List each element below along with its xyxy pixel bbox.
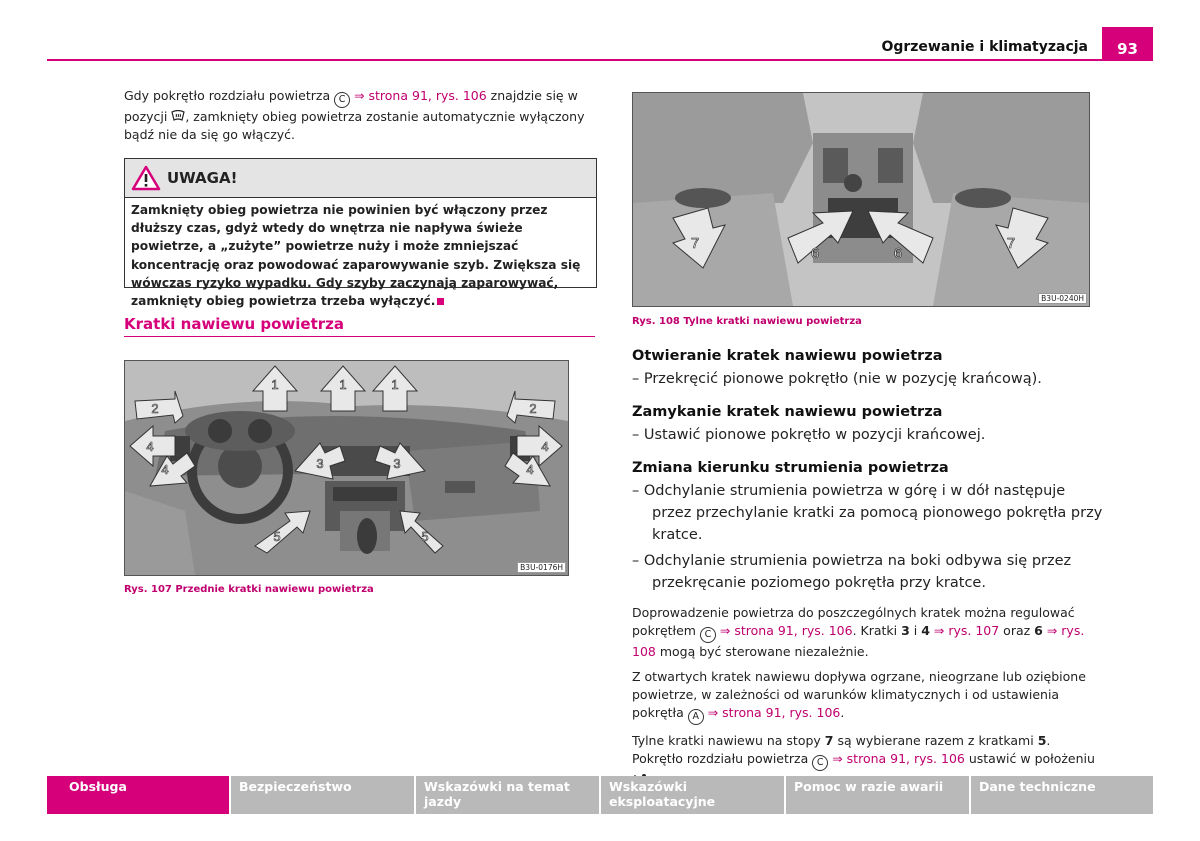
arrow-label: 4: [161, 462, 169, 477]
link-page-91[interactable]: ⇒ strona 91, rys. 106: [828, 751, 965, 766]
paragraph-temperature: [632, 668, 1104, 725]
figure-code: B3U-0240H: [1038, 293, 1087, 304]
instruction-open: – Przekręcić pionowe pokrętło (nie w pozycję krańcową).: [632, 371, 1042, 387]
text: .: [840, 705, 845, 720]
heading-open-vents: Otwieranie kratek nawiewu powietrza: [632, 348, 943, 364]
intro-paragraph: [124, 87, 596, 144]
arrow-label: 4: [541, 439, 549, 454]
figure-108-rear-vents: [632, 92, 1090, 307]
knob-c-symbol: C: [812, 755, 828, 771]
link-page-91[interactable]: ⇒ strona 91, rys. 106: [703, 705, 841, 720]
end-marker-icon: [437, 298, 444, 305]
heading-airflow-direction: Zmiana kierunku strumienia powietrza: [632, 460, 949, 476]
section-title-vents: Kratki nawiewu powietrza: [124, 315, 345, 333]
arrow-label: 6: [810, 245, 820, 262]
warning-header: [125, 159, 596, 198]
text: Tylne kratki nawiewu na stopy: [632, 733, 825, 748]
tab-obsluga[interactable]: Obsługa: [47, 776, 229, 814]
vent-number: 5: [1037, 733, 1047, 748]
knob-c-symbol: C: [334, 92, 350, 108]
tab-wskazowki-jazdy[interactable]: Wskazówki na temat jazdy: [416, 776, 599, 814]
text: oraz: [999, 623, 1035, 638]
rear-vents-illustration: [633, 93, 1089, 306]
vent-number: 7: [824, 733, 834, 748]
arrow-label: 7: [1006, 235, 1016, 252]
warning-text: Zamknięty obieg powietrza nie powinien być włączony przez dłuższy czas, gdyż wtedy do wnętrza nie napływa świeże powietrze, a „zużyte” powietrze nuży i może zmniejszać koncentrację oraz powodować zaparowywanie szyb. Zwiększa się wówczas ryzyko wypadku. Gdy szyby zaczynają zaparowywać, zamknięty obieg powietrza trzeba wyłączyć.: [131, 203, 581, 309]
instruction-direction-2: – Odchylanie strumienia powietrza na boki odbywa się przez przekręcanie poziomego pokrętła przy kratce.: [632, 553, 1072, 591]
arrow-label: 4: [146, 439, 154, 454]
arrow-label: 5: [273, 529, 281, 544]
intro-text-2: znajdzie się w pozycji: [124, 88, 578, 124]
tab-pomoc-awarii[interactable]: Pomoc w razie awarii: [786, 776, 969, 814]
instruction-direction-1: – Odchylanie strumienia powietrza w górę i w dół następuje przez przechylanie kratki za pomocą pionowego pokrętła przy kratce.: [632, 483, 1103, 543]
arrow-label: 1: [391, 377, 399, 392]
figure-code: B3U-0176H: [517, 562, 566, 573]
tab-dane-techniczne[interactable]: Dane techniczne: [971, 776, 1153, 814]
link-page-91[interactable]: ⇒ strona 91, rys. 106: [715, 623, 853, 638]
footer-tab-bar: [47, 776, 1153, 814]
tab-wskazowki-eksploatacyjne[interactable]: Wskazówki eksploatacyjne: [601, 776, 784, 814]
instruction-close: – Ustawić pionowe pokrętło w pozycji krańcowej.: [632, 427, 986, 443]
windshield-defrost-icon: [171, 110, 185, 122]
warning-title: UWAGA!: [167, 169, 238, 187]
arrow-label: 2: [151, 401, 159, 416]
figure-108-caption: Rys. 108 Tylne kratki nawiewu powietrza: [632, 316, 862, 327]
dashboard-illustration: [125, 361, 568, 575]
knob-a-symbol: A: [688, 709, 704, 725]
section-rule: [124, 336, 595, 337]
vent-number: 3: [901, 623, 910, 638]
text: . Pokrętło rozdziału powietrza: [632, 733, 1051, 766]
arrow-label: 4: [526, 462, 534, 477]
text: Doprowadzenie powietrza do poszczególnych kratek można regulować pokrętłem: [632, 605, 1075, 638]
text: są wybierane razem z kratkami: [833, 733, 1038, 748]
header-rule: [47, 59, 1153, 61]
text: ustawić w położeniu: [964, 751, 1095, 766]
warning-box: [124, 158, 597, 309]
intro-text-3: , zamknięty obieg powietrza zostanie automatycznie wyłączony bądź nie da się go włączyć.: [124, 109, 585, 142]
arrow-label: 1: [339, 377, 347, 392]
text: mogą być sterowane niezależnie.: [655, 644, 869, 659]
right-column-text: [632, 348, 1104, 789]
paragraph-regulation: [632, 604, 1104, 661]
section-header-title: Ogrzewanie i klimatyzacja: [881, 39, 1088, 55]
vent-number: 4: [921, 623, 930, 638]
intro-text-1: Gdy pokrętło rozdziału powietrza: [124, 88, 335, 103]
text: Z otwartych kratek nawiewu dopływa ogrzane, nieogrzane lub oziębione powietrze, w zależności od warunków klimatycznych i od ustawienia pokrętła: [632, 669, 1086, 720]
arrow-label: 6: [893, 245, 903, 262]
vent-number: 6: [1034, 623, 1043, 638]
tab-bezpieczenstwo[interactable]: Bezpieczeństwo: [231, 776, 414, 814]
arrow-label: 1: [271, 377, 279, 392]
figure-107-caption: Rys. 107 Przednie kratki nawiewu powietrza: [124, 584, 374, 595]
page-number: 93: [1102, 27, 1153, 61]
text: . Kratki: [852, 623, 902, 638]
arrow-label: 3: [316, 456, 324, 471]
intro-link[interactable]: ⇒ strona 91, rys. 106: [354, 88, 487, 103]
link-fig-108[interactable]: ⇒ rys. 108: [632, 623, 1085, 659]
arrow-label: 7: [690, 235, 700, 252]
arrow-label: 5: [421, 529, 429, 544]
figure-107-front-vents: [124, 360, 569, 576]
arrow-label: 2: [529, 401, 537, 416]
link-fig-107[interactable]: ⇒ rys. 107: [929, 623, 1000, 638]
knob-c-symbol: C: [700, 627, 716, 643]
heading-close-vents: Zamykanie kratek nawiewu powietrza: [632, 404, 943, 420]
arrow-label: 3: [393, 456, 401, 471]
warning-text-container: [125, 198, 596, 313]
warning-triangle-icon: [131, 165, 161, 191]
text: i: [909, 623, 922, 638]
